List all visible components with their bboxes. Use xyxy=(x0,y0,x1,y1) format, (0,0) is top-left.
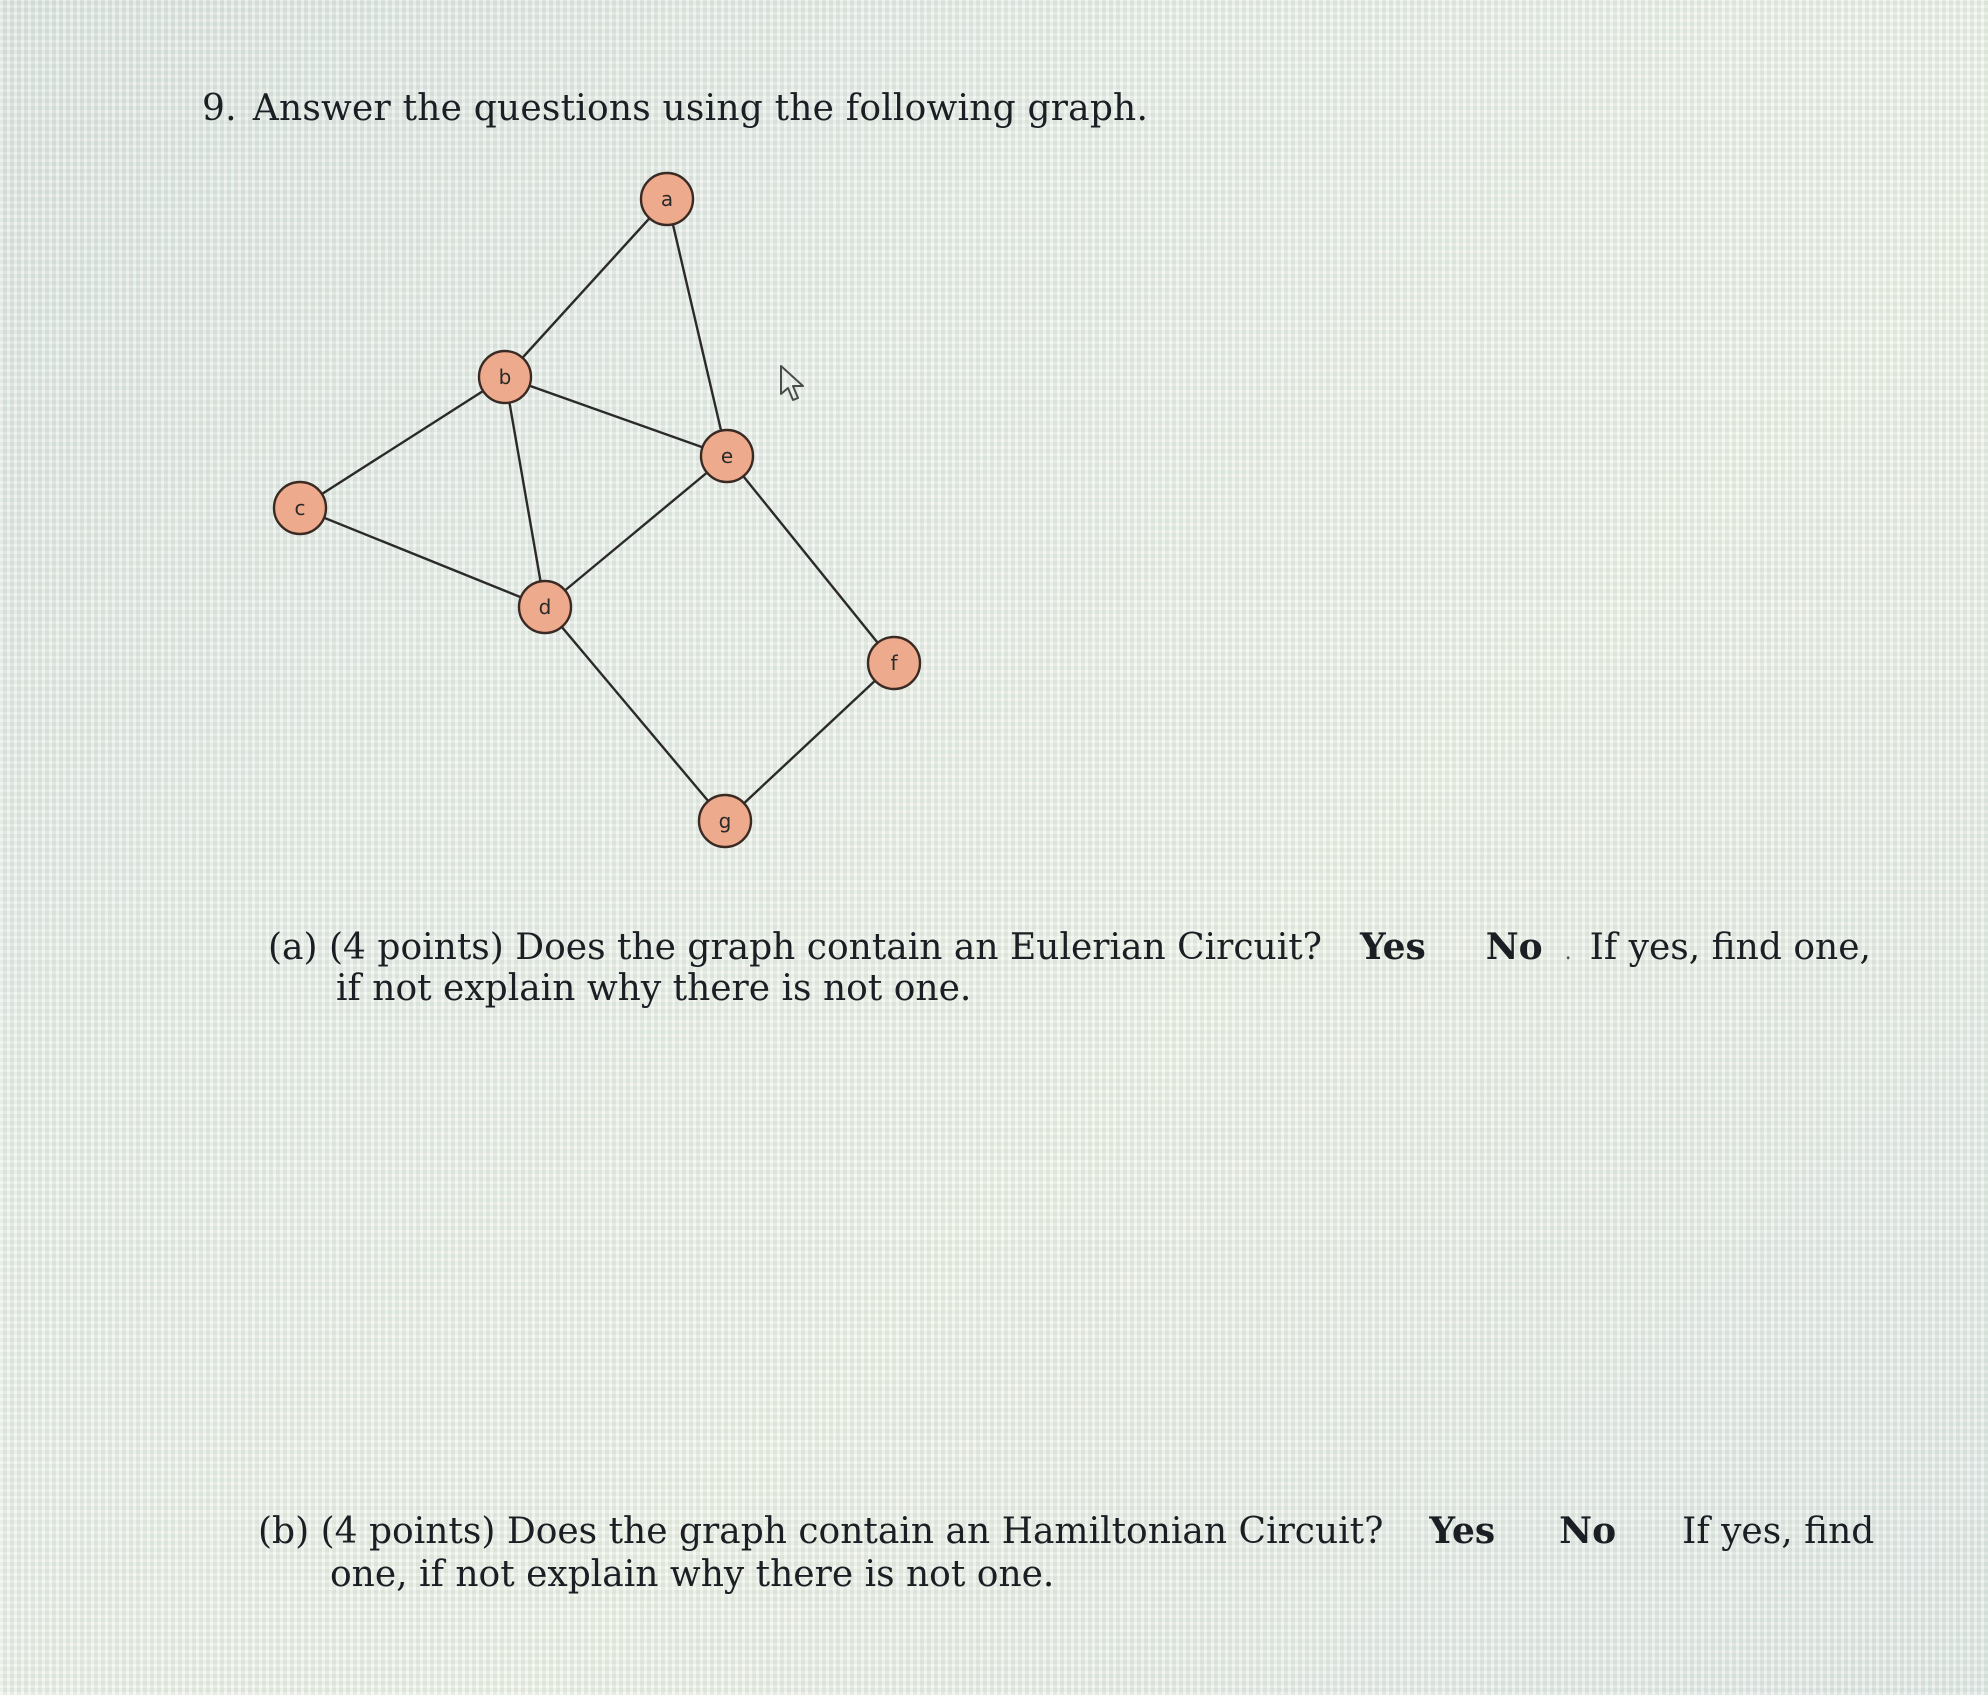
node-label-c: c xyxy=(294,496,306,520)
part-a-line-2: if not explain why there is not one. xyxy=(336,968,972,1009)
node-label-f: f xyxy=(890,651,898,675)
node-d xyxy=(519,581,571,633)
graph-edges xyxy=(300,199,894,821)
node-label-a: a xyxy=(660,187,674,211)
part-a-tag: (a) xyxy=(268,927,318,968)
part-b-prompt: (4 points) Does the graph contain an Hamiltonian Circuit? xyxy=(320,1511,1384,1552)
part-b-tag: (b) xyxy=(258,1511,310,1552)
node-label-d: d xyxy=(538,595,552,619)
edge-b-c xyxy=(300,377,505,508)
node-label-b: b xyxy=(498,365,512,389)
node-b xyxy=(479,351,531,403)
edge-e-f xyxy=(727,456,894,663)
part-a-prompt: (4 points) Does the graph contain an Eulerian Circuit? xyxy=(329,927,1322,968)
part-b-yes-option[interactable]: Yes xyxy=(1429,1510,1496,1552)
mouse-pointer-icon xyxy=(778,364,808,406)
node-label-g: g xyxy=(718,809,732,833)
edge-a-b xyxy=(505,199,667,377)
node-e xyxy=(701,430,753,482)
part-a-tail: If yes, find one, xyxy=(1589,927,1871,968)
node-a xyxy=(641,173,693,225)
edge-d-e xyxy=(545,456,727,607)
part-b-no-option[interactable]: No xyxy=(1559,1510,1617,1552)
node-g xyxy=(699,795,751,847)
edge-f-g xyxy=(725,663,894,821)
part-b-tail: If yes, find xyxy=(1682,1511,1875,1552)
part-b-line-2: one, if not explain why there is not one. xyxy=(330,1554,1055,1595)
node-f xyxy=(868,637,920,689)
edge-b-e xyxy=(505,377,727,456)
node-c xyxy=(274,482,326,534)
part-a-yes-option[interactable]: Yes xyxy=(1360,926,1426,968)
part-a-no-option[interactable]: No xyxy=(1485,926,1543,968)
question-number: 9. xyxy=(202,88,237,129)
node-label-e: e xyxy=(720,444,734,468)
edge-d-g xyxy=(545,607,725,821)
part-a-punct: . xyxy=(1564,940,1572,965)
edge-b-d xyxy=(505,377,545,607)
graph-nodes xyxy=(274,173,920,847)
question-text: Answer the questions using the following graph. xyxy=(252,88,1149,129)
edge-c-d xyxy=(300,508,545,607)
part-b-line-1 xyxy=(258,1508,1874,1555)
edge-a-e xyxy=(667,199,727,456)
